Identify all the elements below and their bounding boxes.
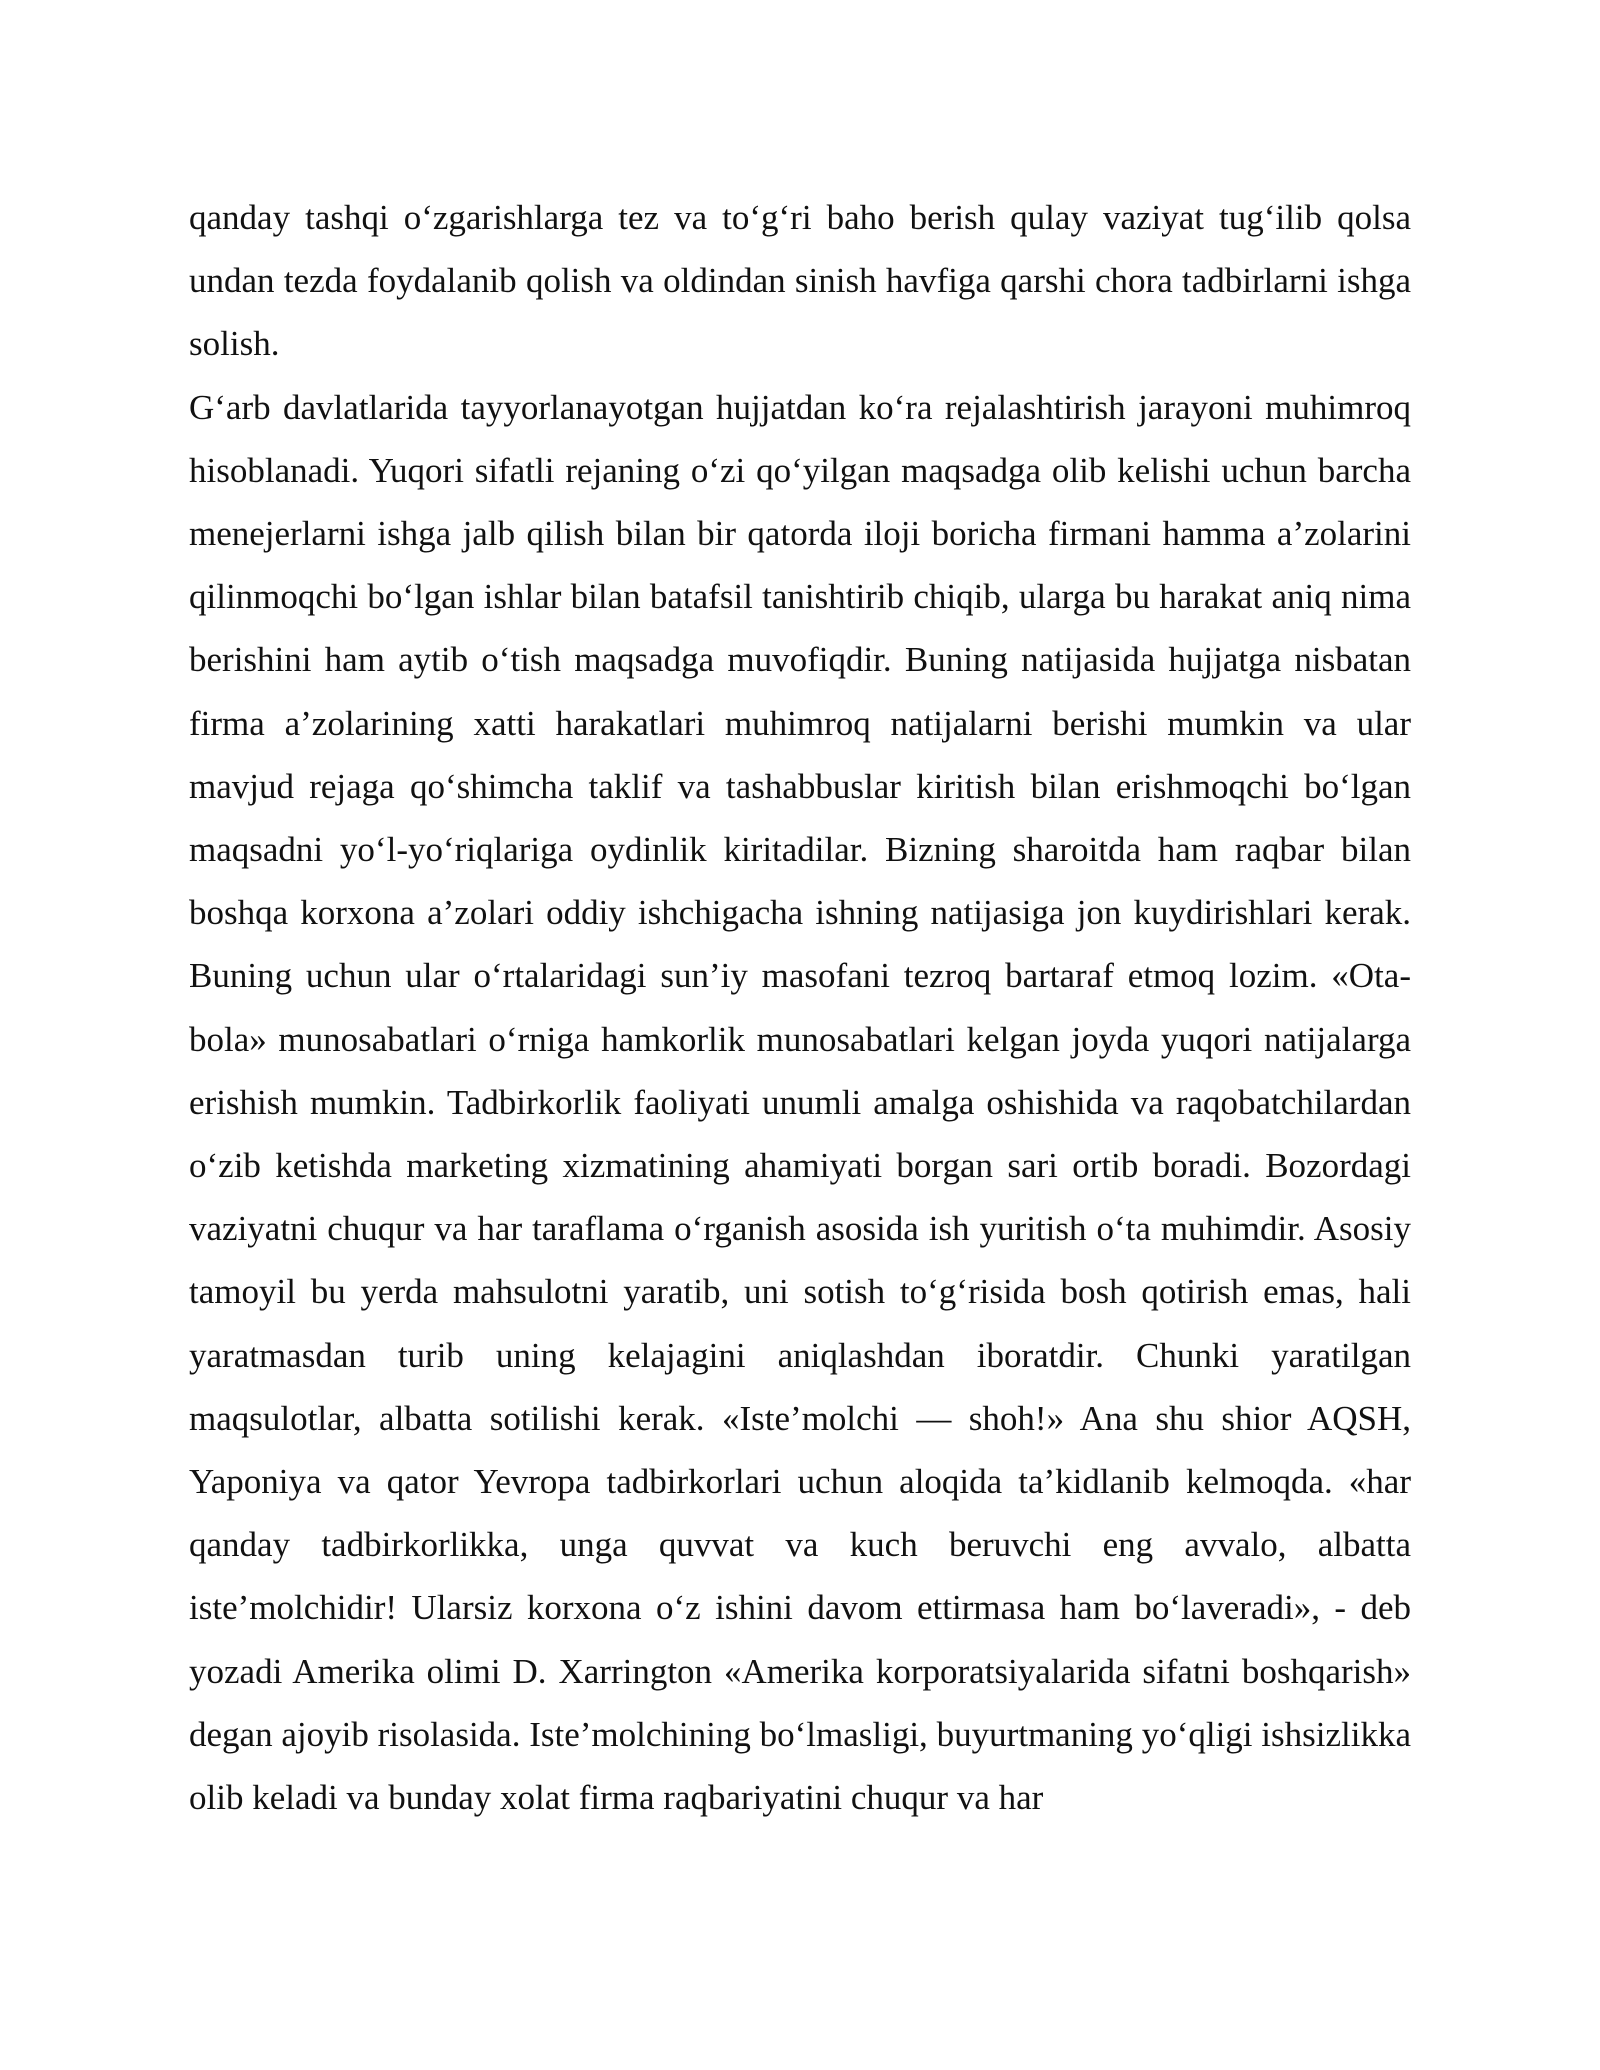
paragraph-planning: G‘arb davlatlarida tayyorlanayotgan hujjatdan ko‘ra rejalashtirish jarayoni muhimroq hisoblanadi. Yuqori sifatli rejaning o‘zi qo‘yilgan maqsadga olib kelishi uchun barcha menejerlarni ishga jalb qilish bilan bir qatorda iloji boricha firmani hamma a’zolarini qilinmoqchi bo‘lgan ishlar bilan batafsil tanishtirib chiqib, ularga bu harakat aniq nima berishini ham aytib o‘tish maqsadga muvofiqdir. Buning natijasida hujjatga nisbatan firma a’zolarining xatti harakatlari muhimroq natijalarni berishi mumkin va ular mavjud rejaga qo‘shimcha taklif va tashabbuslar kiritish bilan erishmoqchi bo‘lgan maqsadni yo‘l-yo‘riqlariga oydinlik kiritadilar. Bizning sharoitda ham raqbar bilan boshqa korxona a’zolari oddiy ishchigacha ishning natijasiga jon kuydirishlari kerak. Buning uchun ular o‘rtalaridagi sun’iy masofani tezroq bartaraf etmoq lozim. «Ota-bola» munosabatlari o‘rniga hamkorlik munosabatlari kelgan joyda yuqori natijalarga erishish mumkin. Tadbirkorlik faoliyati unumli amalga oshishida va raqobatchilardan o‘zib ketishda marketing xizmatining ahamiyati borgan sari ortib boradi. Bozordagi vaziyatni chuqur va har taraflama o‘rganish asosida ish yuritish o‘ta muhimdir. Asosiy tamoyil bu yerda mahsulotni yaratib, uni sotish to‘g‘risida bosh qotirish emas, hali yaratmasdan turib uning kelajagini aniqlashdan iboratdir. Chunki yaratilgan maqsulotlar, albatta sotilishi kerak. «Iste’molchi — shoh!» Ana shu shior AQSH, Yaponiya va qator Yevropa tadbirkorlari uchun aloqida ta’kidlanib kelmoqda. «har qanday tadbirkorlikka, unga quvvat va kuch beruvchi eng avvalo, albatta iste’molchidir! Ularsiz korxona o‘z ishini davom ettirmasa ham bo‘laveradi», - deb yozadi Amerika olimi D. Xarrington «Amerika korporatsiyalarida sifatni boshqarish» degan ajoyib risolasida. Iste’molchining bo‘lmasligi, buyurtmaning yo‘qligi ishsizlikka olib keladi va bunday xolat firma raqbariyatini chuqur va har [189,387,1411,1818]
paragraph-continuation: qanday tashqi o‘zgarishlarga tez va to‘g‘ri baho berish qulay vaziyat tug‘ilib qolsa undan tezda foydalanib qolish va oldindan sinish havfiga qarshi chora tadbirlarni ishga solish. [189,198,1411,364]
body-text [189,186,1411,1829]
